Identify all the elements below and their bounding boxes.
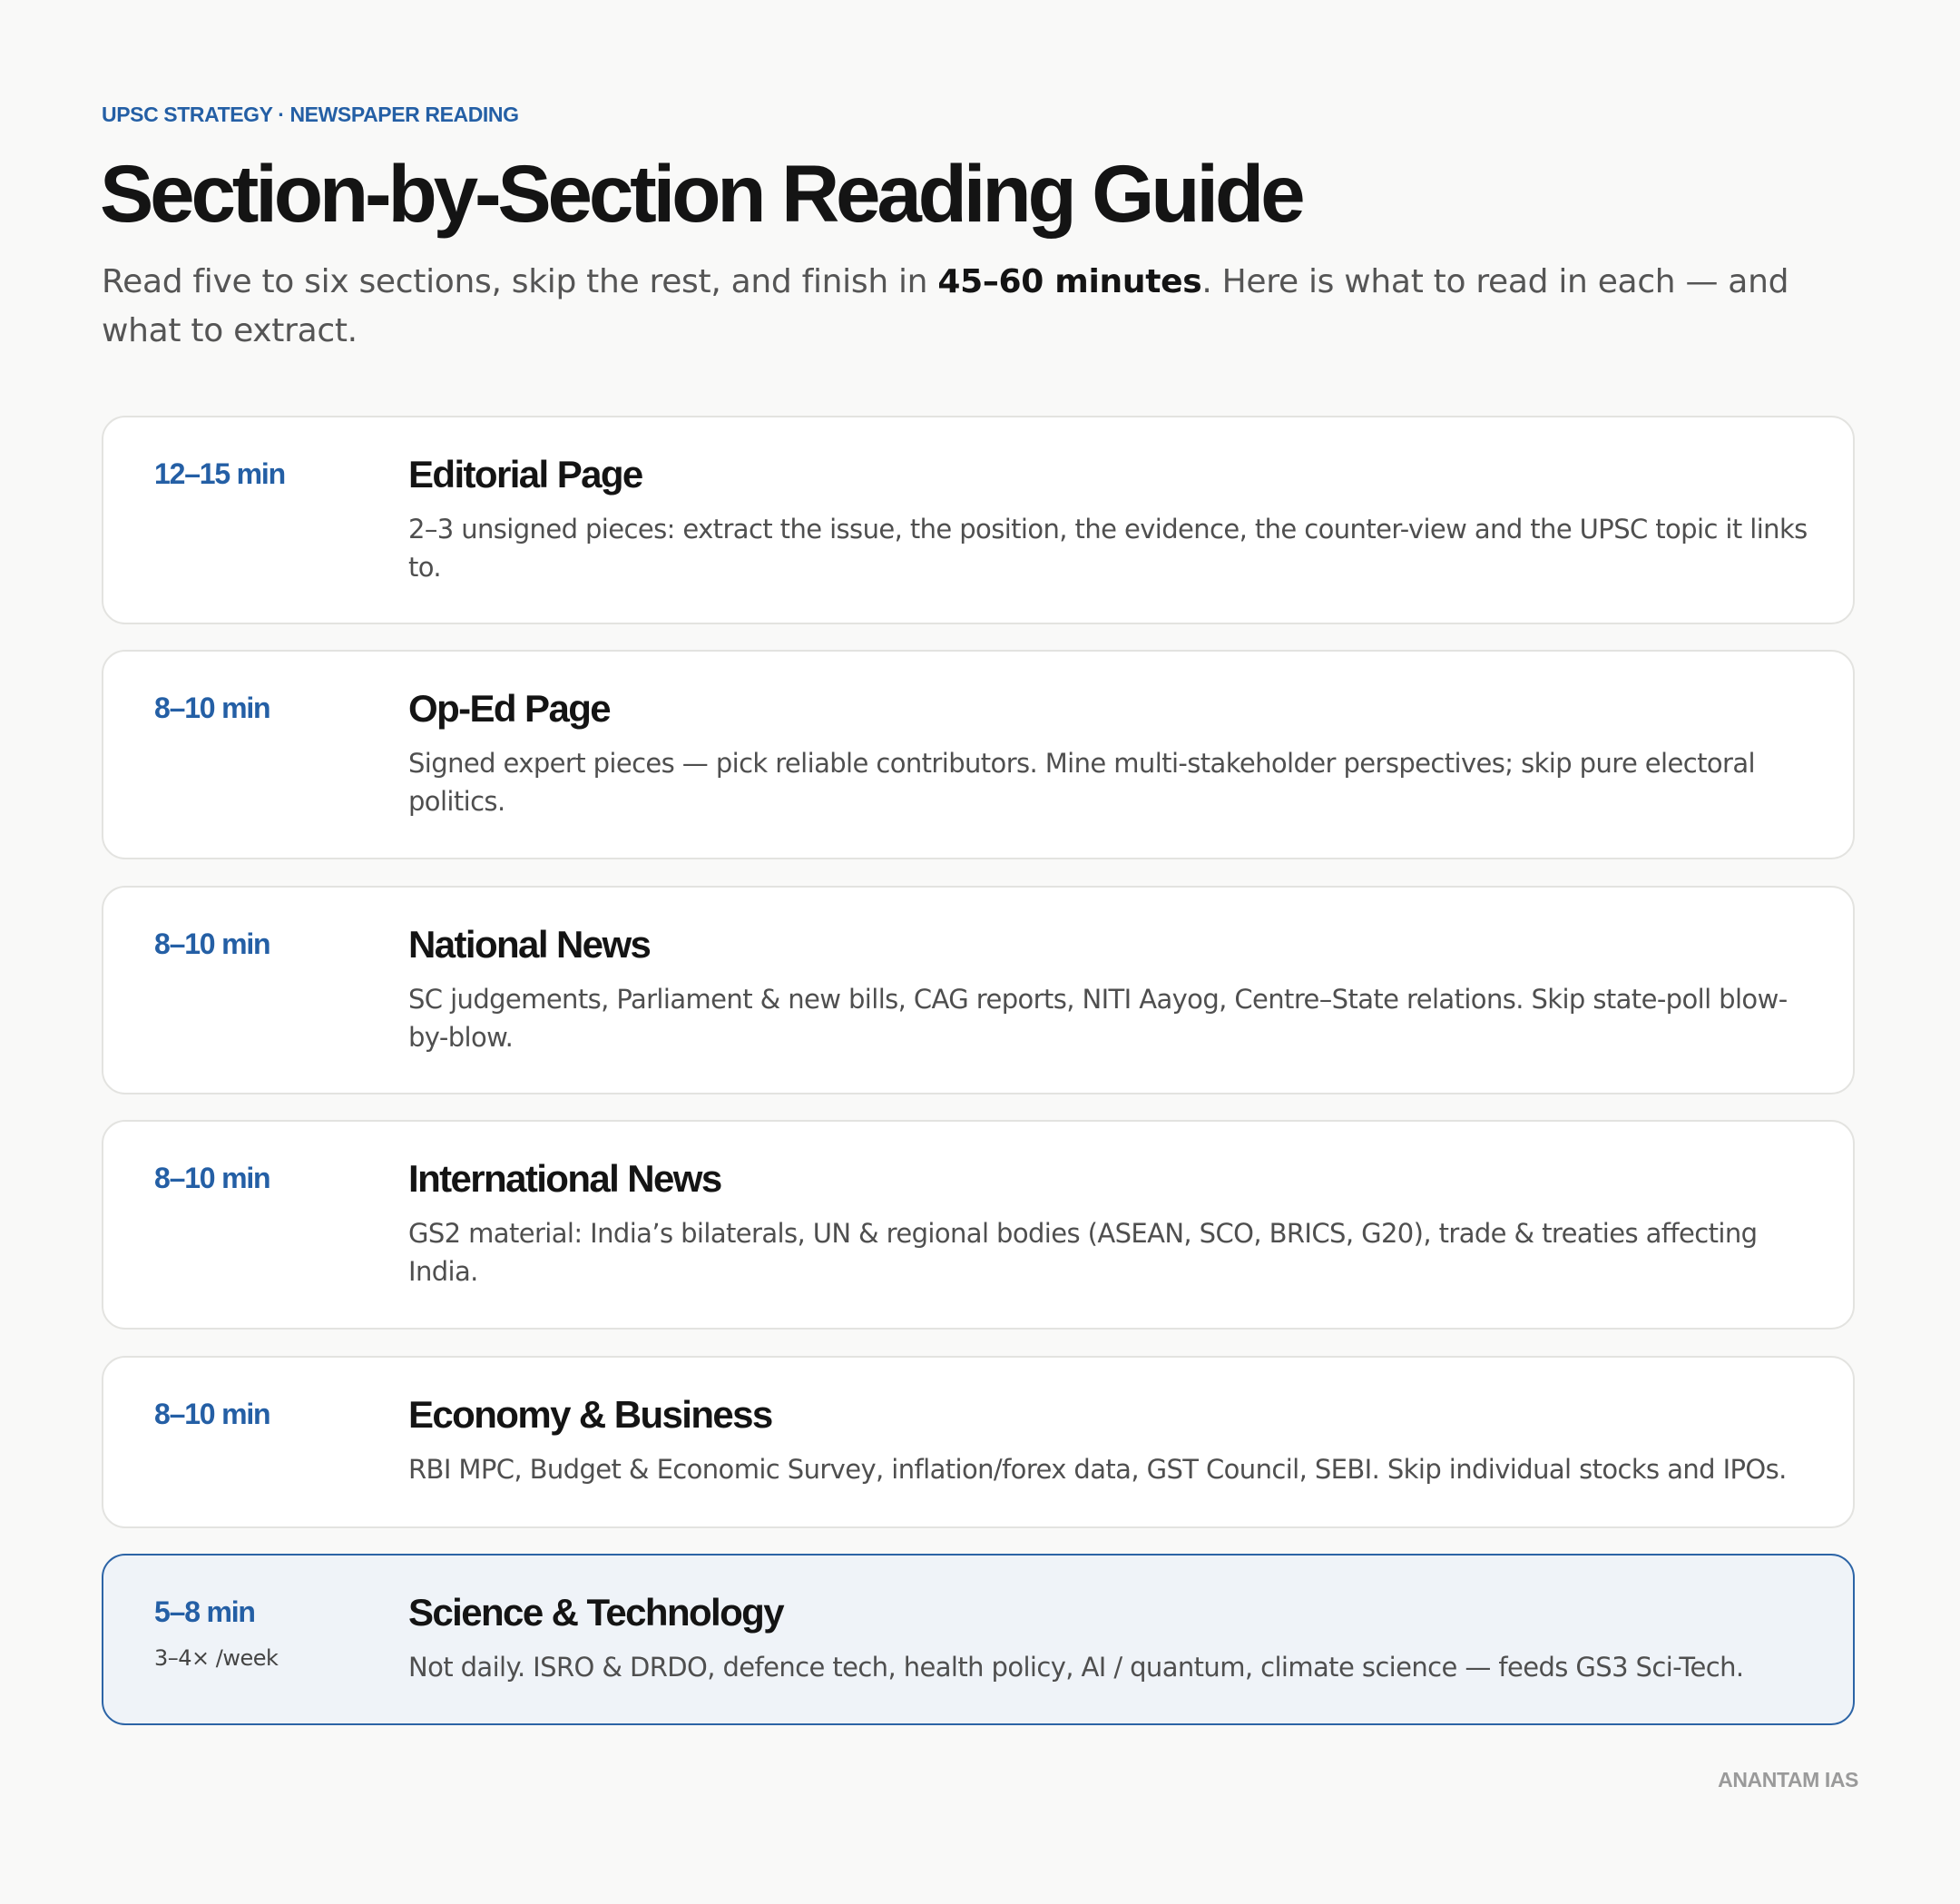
section-heading: Editorial Page	[408, 453, 642, 496]
section-heading: Op-Ed Page	[408, 687, 611, 730]
subtitle-text-end: . Here is what to read in each — and what to extract.	[102, 263, 1789, 349]
section-card-op-ed	[102, 650, 1855, 859]
time-estimate: 5–8 min	[154, 1595, 255, 1628]
frequency-note: 3–4× /week	[154, 1645, 279, 1671]
section-card-science-technology	[102, 1554, 1855, 1725]
time-estimate: 8–10 min	[154, 927, 270, 960]
section-card-editorial	[102, 416, 1855, 624]
page-subtitle	[102, 258, 1789, 356]
section-description: SC judgements, Parliament & new bills, CAG reports, NITI Aayog, Centre–State relations. Skip state-poll blow-by-blow.	[408, 984, 1788, 1053]
section-card-international-news	[102, 1120, 1855, 1330]
eyebrow-label: UPSC STRATEGY · NEWSPAPER READING	[102, 103, 519, 126]
section-description: RBI MPC, Budget & Economic Survey, inflation/forex data, GST Council, SEBI. Skip individual stocks and IPOs.	[408, 1454, 1787, 1485]
section-description: Not daily. ISRO & DRDO, defence tech, health policy, AI / quantum, climate science — feeds GS3 Sci-Tech.	[408, 1652, 1744, 1683]
time-estimate: 8–10 min	[154, 692, 270, 724]
section-description: 2–3 unsigned pieces: extract the issue, the position, the evidence, the counter-view and the UPSC topic it links to.	[408, 514, 1808, 583]
section-heading: Economy & Business	[408, 1393, 772, 1436]
brand-footer: ANANTAM IAS	[1718, 1768, 1858, 1791]
time-estimate: 12–15 min	[154, 457, 285, 490]
section-description: GS2 material: India’s bilaterals, UN & regional bodies (ASEAN, SCO, BRICS, G20), trade & treaties affecting India.	[408, 1218, 1758, 1287]
section-heading: International News	[408, 1157, 721, 1200]
section-card-national-news	[102, 886, 1855, 1094]
page-title: Section-by-Section Reading Guide	[100, 148, 1302, 239]
section-card-economy-business	[102, 1356, 1855, 1528]
section-heading: Science & Technology	[408, 1591, 783, 1634]
section-heading: National News	[408, 923, 651, 966]
time-estimate: 8–10 min	[154, 1162, 270, 1194]
subtitle-text-start: Read five to six sections, skip the rest, and finish in	[102, 263, 938, 300]
time-estimate: 8–10 min	[154, 1398, 270, 1430]
section-description: Signed expert pieces — pick reliable contributors. Mine multi-stakeholder perspectives; skip pure electoral politics.	[408, 748, 1755, 817]
subtitle-emphasis: 45–60 minutes	[937, 263, 1202, 300]
